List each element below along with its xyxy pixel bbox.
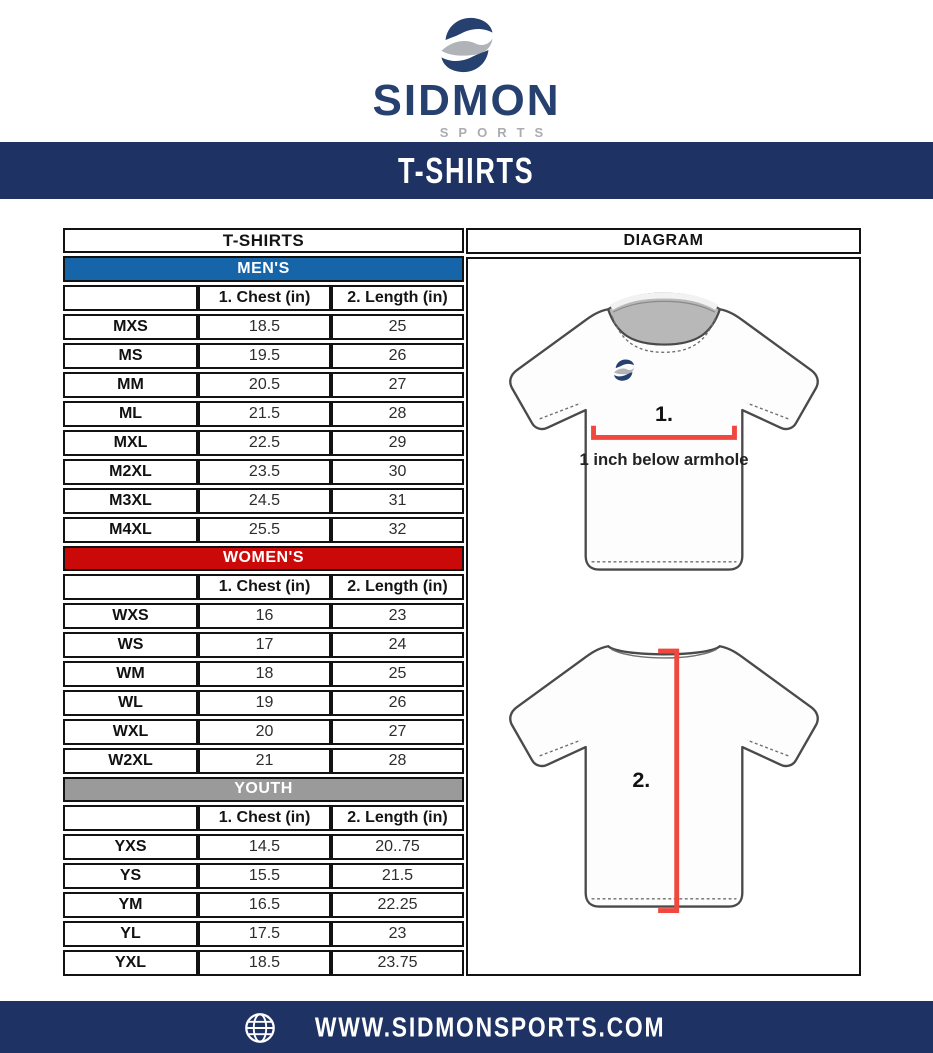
table-row (63, 921, 464, 947)
size-cell: WXL (63, 719, 198, 745)
table-row (63, 661, 464, 687)
size-cell: WXS (63, 603, 198, 629)
chest-cell: 20.5 (198, 372, 331, 398)
length-cell: 28 (331, 401, 464, 427)
website-link[interactable]: WWW.SIDMONSPORTS.COM (315, 1010, 666, 1044)
measure-1-label: 1. (654, 401, 673, 426)
size-cell: YXS (63, 834, 198, 860)
length-cell: 26 (331, 343, 464, 369)
length-cell: 27 (331, 719, 464, 745)
chest-cell: 17 (198, 632, 331, 658)
chest-cell: 20 (198, 719, 331, 745)
chest-column-header: 1. Chest (in) (198, 805, 331, 831)
size-cell: YXL (63, 950, 198, 976)
chest-cell: 18.5 (198, 314, 331, 340)
length-cell: 20..75 (331, 834, 464, 860)
table-row (63, 430, 464, 456)
tshirt-front-diagram (478, 273, 850, 598)
size-cell: YL (63, 921, 198, 947)
table-row (63, 834, 464, 860)
section-header-youth: YOUTH (63, 777, 464, 802)
measure-1-note: 1 inch below armhole (578, 449, 749, 469)
tshirt-back-diagram (478, 610, 850, 935)
table-row (63, 690, 464, 716)
chest-cell: 23.5 (198, 459, 331, 485)
diagram-panel (466, 228, 861, 976)
chest-cell: 14.5 (198, 834, 331, 860)
column-header-row (63, 574, 464, 600)
table-row (63, 314, 464, 340)
table-row (63, 950, 464, 976)
section-header-mens: MEN'S (63, 256, 464, 281)
size-cell: MXS (63, 314, 198, 340)
length-cell: 26 (331, 690, 464, 716)
chest-cell: 16.5 (198, 892, 331, 918)
length-cell: 28 (331, 748, 464, 774)
length-column-header: 2. Length (in) (331, 805, 464, 831)
column-header-row (63, 285, 464, 311)
measure-2-label: 2. (631, 768, 650, 793)
size-cell: W2XL (63, 748, 198, 774)
size-cell: M3XL (63, 488, 198, 514)
table-row (63, 632, 464, 658)
length-cell: 30 (331, 459, 464, 485)
length-cell: 25 (331, 314, 464, 340)
column-header-row (63, 805, 464, 831)
chest-cell: 22.5 (198, 430, 331, 456)
length-cell: 23 (331, 921, 464, 947)
length-cell: 27 (331, 372, 464, 398)
chest-cell: 24.5 (198, 488, 331, 514)
diagram-title: DIAGRAM (466, 228, 861, 254)
size-cell: ML (63, 401, 198, 427)
table-row (63, 459, 464, 485)
length-cell: 22.25 (331, 892, 464, 918)
size-cell: YS (63, 863, 198, 889)
length-cell: 21.5 (331, 863, 464, 889)
size-table-title: T-SHIRTS (63, 228, 464, 253)
length-cell: 23 (331, 603, 464, 629)
length-cell: 24 (331, 632, 464, 658)
chest-cell: 21 (198, 748, 331, 774)
category-banner (0, 142, 933, 199)
category-banner-title: T-SHIRTS (398, 149, 535, 191)
chest-cell: 19.5 (198, 343, 331, 369)
section-header-womens: WOMEN'S (63, 546, 464, 571)
brand-name: SIDMON (372, 76, 561, 125)
chest-column-header: 1. Chest (in) (198, 285, 331, 311)
length-column-header: 2. Length (in) (331, 574, 464, 600)
size-cell: M4XL (63, 517, 198, 543)
size-cell: MXL (63, 430, 198, 456)
content-area (0, 228, 933, 976)
empty-corner-cell (63, 805, 198, 831)
sidmon-s-icon (432, 12, 502, 78)
chest-cell: 21.5 (198, 401, 331, 427)
globe-icon (243, 1011, 277, 1045)
table-row (63, 343, 464, 369)
size-table (63, 228, 464, 976)
table-row (63, 719, 464, 745)
diagram-body (466, 257, 861, 976)
size-cell: MM (63, 372, 198, 398)
chest-cell: 25.5 (198, 517, 331, 543)
chest-cell: 19 (198, 690, 331, 716)
table-row (63, 372, 464, 398)
chest-cell: 15.5 (198, 863, 331, 889)
table-row (63, 401, 464, 427)
brand-tagline: SPORTS (439, 125, 554, 140)
length-cell: 25 (331, 661, 464, 687)
size-cell: M2XL (63, 459, 198, 485)
size-cell: YM (63, 892, 198, 918)
length-cell: 23.75 (331, 950, 464, 976)
footer-bar (0, 1001, 933, 1053)
empty-corner-cell (63, 574, 198, 600)
length-cell: 31 (331, 488, 464, 514)
chest-column-header: 1. Chest (in) (198, 574, 331, 600)
table-row (63, 488, 464, 514)
chest-cell: 16 (198, 603, 331, 629)
table-row (63, 863, 464, 889)
chest-cell: 17.5 (198, 921, 331, 947)
table-row (63, 748, 464, 774)
size-cell: WM (63, 661, 198, 687)
empty-corner-cell (63, 285, 198, 311)
length-cell: 32 (331, 517, 464, 543)
size-cell: MS (63, 343, 198, 369)
chest-cell: 18.5 (198, 950, 331, 976)
length-column-header: 2. Length (in) (331, 285, 464, 311)
brand-header (0, 0, 933, 142)
size-cell: WL (63, 690, 198, 716)
chest-cell: 18 (198, 661, 331, 687)
table-row (63, 517, 464, 543)
table-row (63, 892, 464, 918)
length-cell: 29 (331, 430, 464, 456)
table-row (63, 603, 464, 629)
size-cell: WS (63, 632, 198, 658)
